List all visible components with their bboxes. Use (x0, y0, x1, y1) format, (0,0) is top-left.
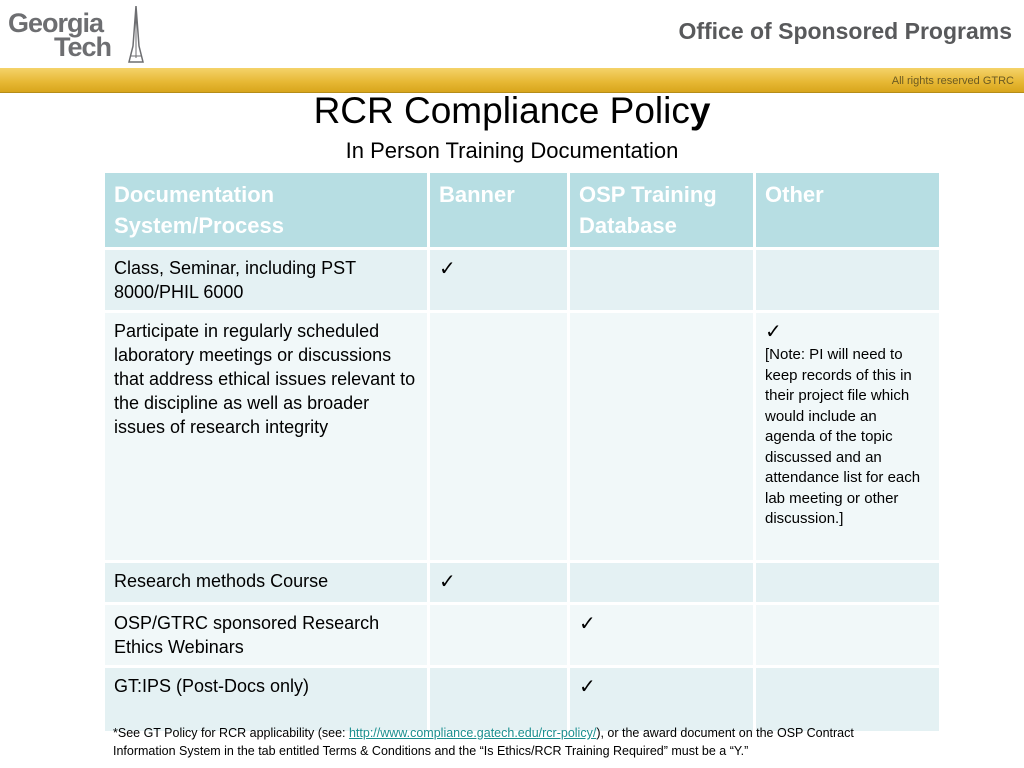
column-header-osp-database: OSP Training Database (569, 172, 755, 249)
osp-cell (569, 562, 755, 604)
table-row (104, 312, 941, 562)
banner-cell (429, 249, 569, 312)
footnote-suffix: ), or the award document on the OSP Contract Information System in the tab entitled Terms & Conditions and the “Is Ethics/RCR Training Required” must be a “Y.” (113, 726, 854, 758)
page-subtitle: In Person Training Documentation (345, 138, 679, 163)
documentation-table (102, 170, 942, 734)
banner-cell (429, 312, 569, 562)
banner-cell (429, 562, 569, 604)
osp-cell (569, 249, 755, 312)
tech-tower-icon (126, 6, 146, 64)
table-row (104, 667, 941, 733)
checkmark-icon: ✓ (439, 256, 456, 280)
banner-cell (429, 604, 569, 667)
checkmark-icon: ✓ (579, 674, 596, 698)
other-cell (755, 312, 941, 562)
header-bar (0, 0, 1024, 68)
checkmark-icon: ✓ (579, 611, 596, 635)
column-header-banner: Banner (429, 172, 569, 249)
checkmark-icon: ✓ (765, 319, 782, 343)
rcr-policy-link[interactable]: http://www.compliance.gatech.edu/rcr-policy/ (348, 726, 597, 740)
other-cell (755, 562, 941, 604)
table-row (104, 604, 941, 667)
logo-text-georgia: Georgia (8, 8, 104, 38)
column-header-system: Documentation System/Process (104, 172, 429, 249)
row-label: OSP/GTRC sponsored Research Ethics Webinars (104, 604, 429, 667)
row-label: GT:IPS (Post-Docs only) (104, 667, 429, 733)
office-title: Office of Sponsored Programs (678, 18, 1012, 44)
rights-notice: All rights reserved GTRC (891, 75, 1014, 87)
row-label: Participate in regularly scheduled laboratory meetings or discussions that address ethical issues relevant to the discipline as well as broader issues of research integrity (104, 312, 429, 562)
table-row (104, 562, 941, 604)
row-label: Class, Seminar, including PST 8000/PHIL 6000 (104, 249, 429, 312)
footnote-prefix: *See GT Policy for RCR applicability (see: (113, 726, 349, 740)
osp-cell (569, 604, 755, 667)
other-note: [Note: PI will need to keep records of this in their project file which would include an agenda of the topic discussed and an attendance list for each lab meeting or other discussion.] (765, 346, 921, 527)
other-cell (755, 249, 941, 312)
row-label: Research methods Course (104, 562, 429, 604)
logo-text-tech: Tech (54, 32, 112, 62)
page-title (0, 90, 1024, 132)
footnote (113, 724, 913, 760)
table-row (104, 249, 941, 312)
other-cell (755, 604, 941, 667)
title-last-letter: y (689, 90, 711, 131)
georgia-tech-logo[interactable] (8, 6, 158, 64)
banner-cell (429, 667, 569, 733)
checkmark-icon: ✓ (439, 569, 456, 593)
osp-cell (569, 667, 755, 733)
osp-cell (569, 312, 755, 562)
title-text: RCR Compliance Polic (313, 90, 690, 131)
table-header-row (104, 172, 941, 249)
column-header-other: Other (755, 172, 941, 249)
other-cell (755, 667, 941, 733)
